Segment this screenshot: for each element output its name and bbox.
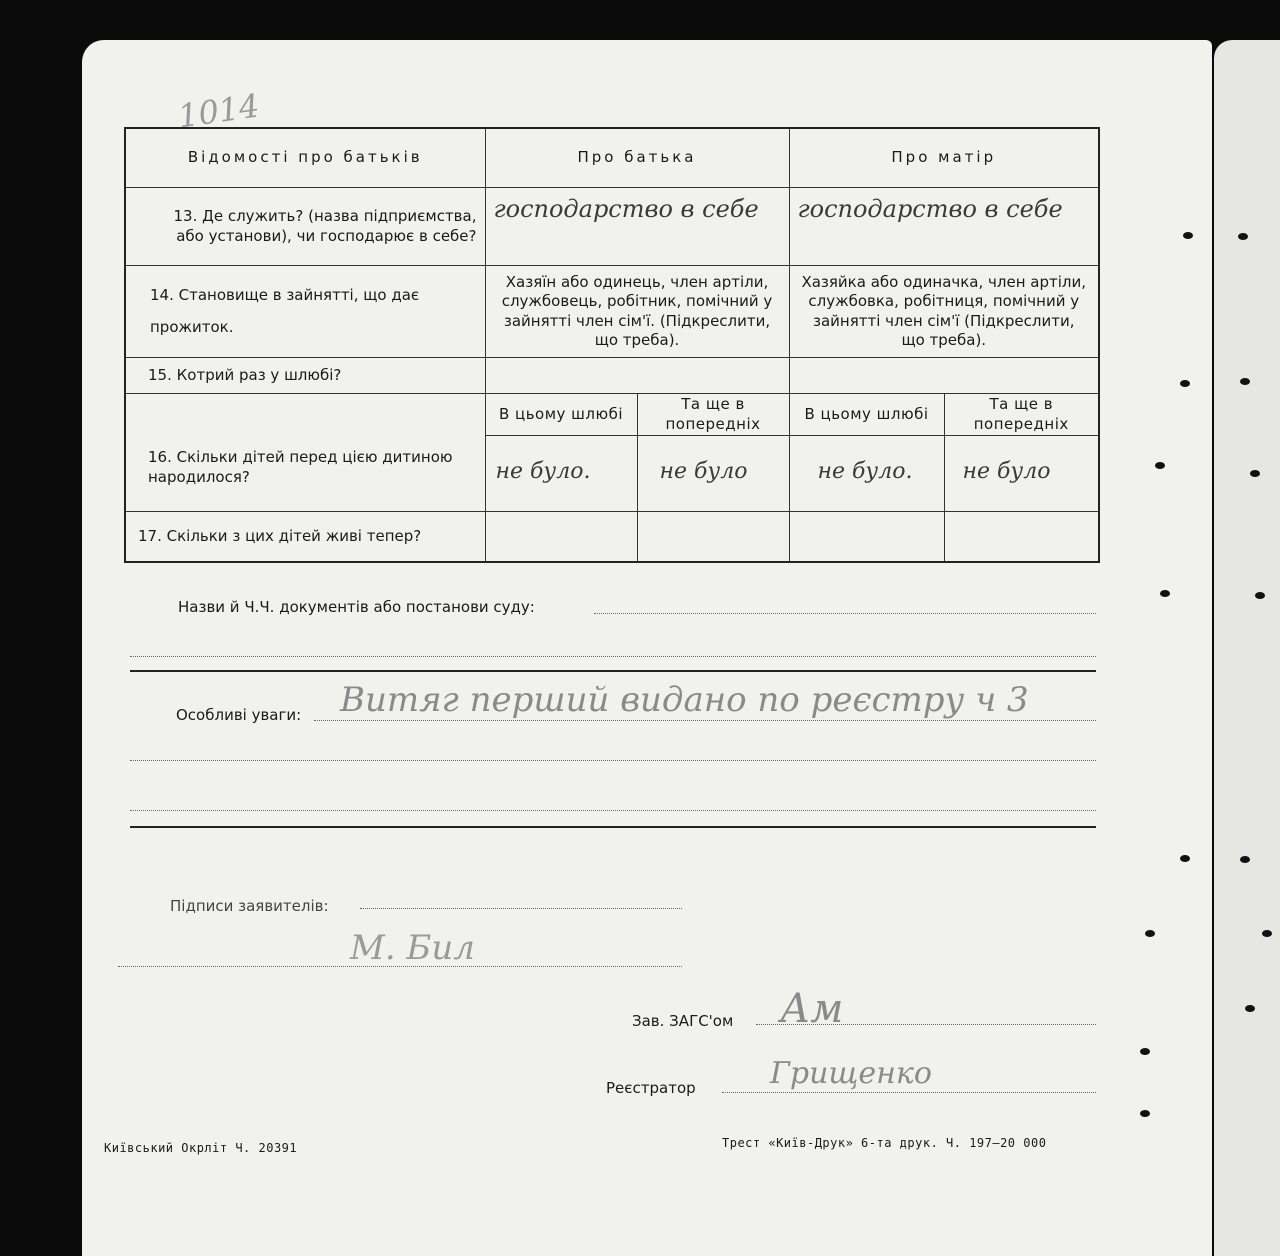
handwritten-answer: не було bbox=[962, 459, 1051, 484]
punch-hole bbox=[1240, 378, 1250, 385]
answer-17-mother-this bbox=[789, 512, 944, 562]
adjacent-page bbox=[1214, 40, 1280, 1256]
punch-hole bbox=[1238, 233, 1248, 240]
notes-line-3 bbox=[130, 810, 1096, 811]
options-14-father: Хазяїн або одинець, член артіли, службовець, робітник, помічний у зайнятті член сім'ї. (Підкреслити, що треба). bbox=[485, 266, 789, 358]
answer-16-mother-prev bbox=[944, 436, 1099, 512]
answer-17-father-prev bbox=[637, 512, 789, 562]
footer-left-imprint: Київський Окрліт Ч. 20391 bbox=[104, 1141, 298, 1155]
mother-this-marriage-header: В цьому шлюбі bbox=[789, 394, 944, 436]
parents-info-table bbox=[124, 127, 1100, 563]
notes-label: Особливі уваги: bbox=[176, 706, 302, 724]
answer-17-mother-prev bbox=[944, 512, 1099, 562]
answer-15-mother bbox=[789, 358, 1099, 394]
margin-note: 1014 bbox=[175, 86, 262, 136]
documents-line bbox=[594, 613, 1096, 614]
footer-right-imprint: Трест «Київ-Друк» 6-та друк. Ч. 197—20 000 bbox=[722, 1136, 1047, 1150]
answer-17-father-this bbox=[485, 512, 637, 562]
handwritten-answer: господарство в себе bbox=[493, 195, 759, 223]
registrar-line bbox=[722, 1092, 1096, 1093]
documents-line-2 bbox=[130, 656, 1096, 657]
punch-hole bbox=[1155, 462, 1165, 469]
punch-hole bbox=[1140, 1110, 1150, 1117]
punch-hole bbox=[1160, 590, 1170, 597]
answer-16-mother-this bbox=[789, 436, 944, 512]
punch-hole bbox=[1240, 856, 1250, 863]
header-about-father: Про батька bbox=[485, 128, 789, 188]
answer-13-father bbox=[485, 188, 789, 266]
punch-hole bbox=[1250, 470, 1260, 477]
punch-hole bbox=[1140, 1048, 1150, 1055]
handwritten-answer: господарство в себе bbox=[797, 195, 1063, 223]
punch-hole bbox=[1255, 592, 1265, 599]
notes-handwriting: Витяг перший видано по реєстру ч 3 bbox=[340, 680, 1029, 720]
answer-16-father-this bbox=[485, 436, 637, 512]
punch-hole bbox=[1262, 930, 1272, 937]
handwritten-answer: не було. bbox=[817, 459, 913, 484]
applicant-signature: М. Бил bbox=[350, 928, 475, 968]
question-17: 17. Скільки з цих дітей живі тепер? bbox=[125, 512, 485, 562]
father-this-marriage-header: В цьому шлюбі bbox=[485, 394, 637, 436]
punch-hole bbox=[1183, 232, 1193, 239]
applicants-signature-label: Підписи заявителів: bbox=[170, 897, 329, 915]
punch-hole bbox=[1180, 855, 1190, 862]
punch-hole bbox=[1180, 380, 1190, 387]
applicants-signature-line bbox=[360, 908, 682, 909]
mother-previous-header: Та ще в попередніх bbox=[944, 394, 1099, 436]
punch-hole bbox=[1245, 1005, 1255, 1012]
punch-hole bbox=[1145, 930, 1155, 937]
header-parents-info: Відомості про батьків bbox=[125, 128, 485, 188]
notes-line bbox=[314, 720, 1096, 721]
handwritten-answer: не було. bbox=[495, 459, 591, 484]
question-13: 13. Де служить? (назва підприємства, або установи), чи господарює в себе? bbox=[125, 188, 485, 266]
question-15: 15. Котрий раз у шлюбі? bbox=[125, 358, 485, 394]
documents-label: Назви й Ч.Ч. документів або постанови суду: bbox=[178, 598, 535, 616]
handwritten-answer: не було bbox=[659, 459, 748, 484]
question-16: 16. Скільки дітей перед цією дитиною народилося? bbox=[125, 394, 485, 512]
notes-line-2 bbox=[130, 760, 1096, 761]
registrar-signature: Грищенко bbox=[770, 1056, 932, 1091]
answer-13-mother bbox=[789, 188, 1099, 266]
applicants-signature-line-2 bbox=[118, 966, 682, 967]
options-14-mother: Хазяйка або одиначка, член артіли, службовка, робітниця, помічний у зайнятті член сім'ї (Підкреслити, що треба). bbox=[789, 266, 1099, 358]
registrar-label: Реєстратор bbox=[606, 1079, 696, 1097]
question-14: 14. Становище в зайнятті, що дає прожиток. bbox=[125, 266, 485, 358]
section-rule bbox=[130, 670, 1096, 672]
head-signature: Ам bbox=[780, 986, 844, 1032]
header-about-mother: Про матір bbox=[789, 128, 1099, 188]
father-previous-header: Та ще в попередніх bbox=[637, 394, 789, 436]
section-rule bbox=[130, 826, 1096, 828]
answer-15-father bbox=[485, 358, 789, 394]
answer-16-father-prev bbox=[637, 436, 789, 512]
head-registry-label: Зав. ЗАГС'ом bbox=[632, 1012, 734, 1030]
